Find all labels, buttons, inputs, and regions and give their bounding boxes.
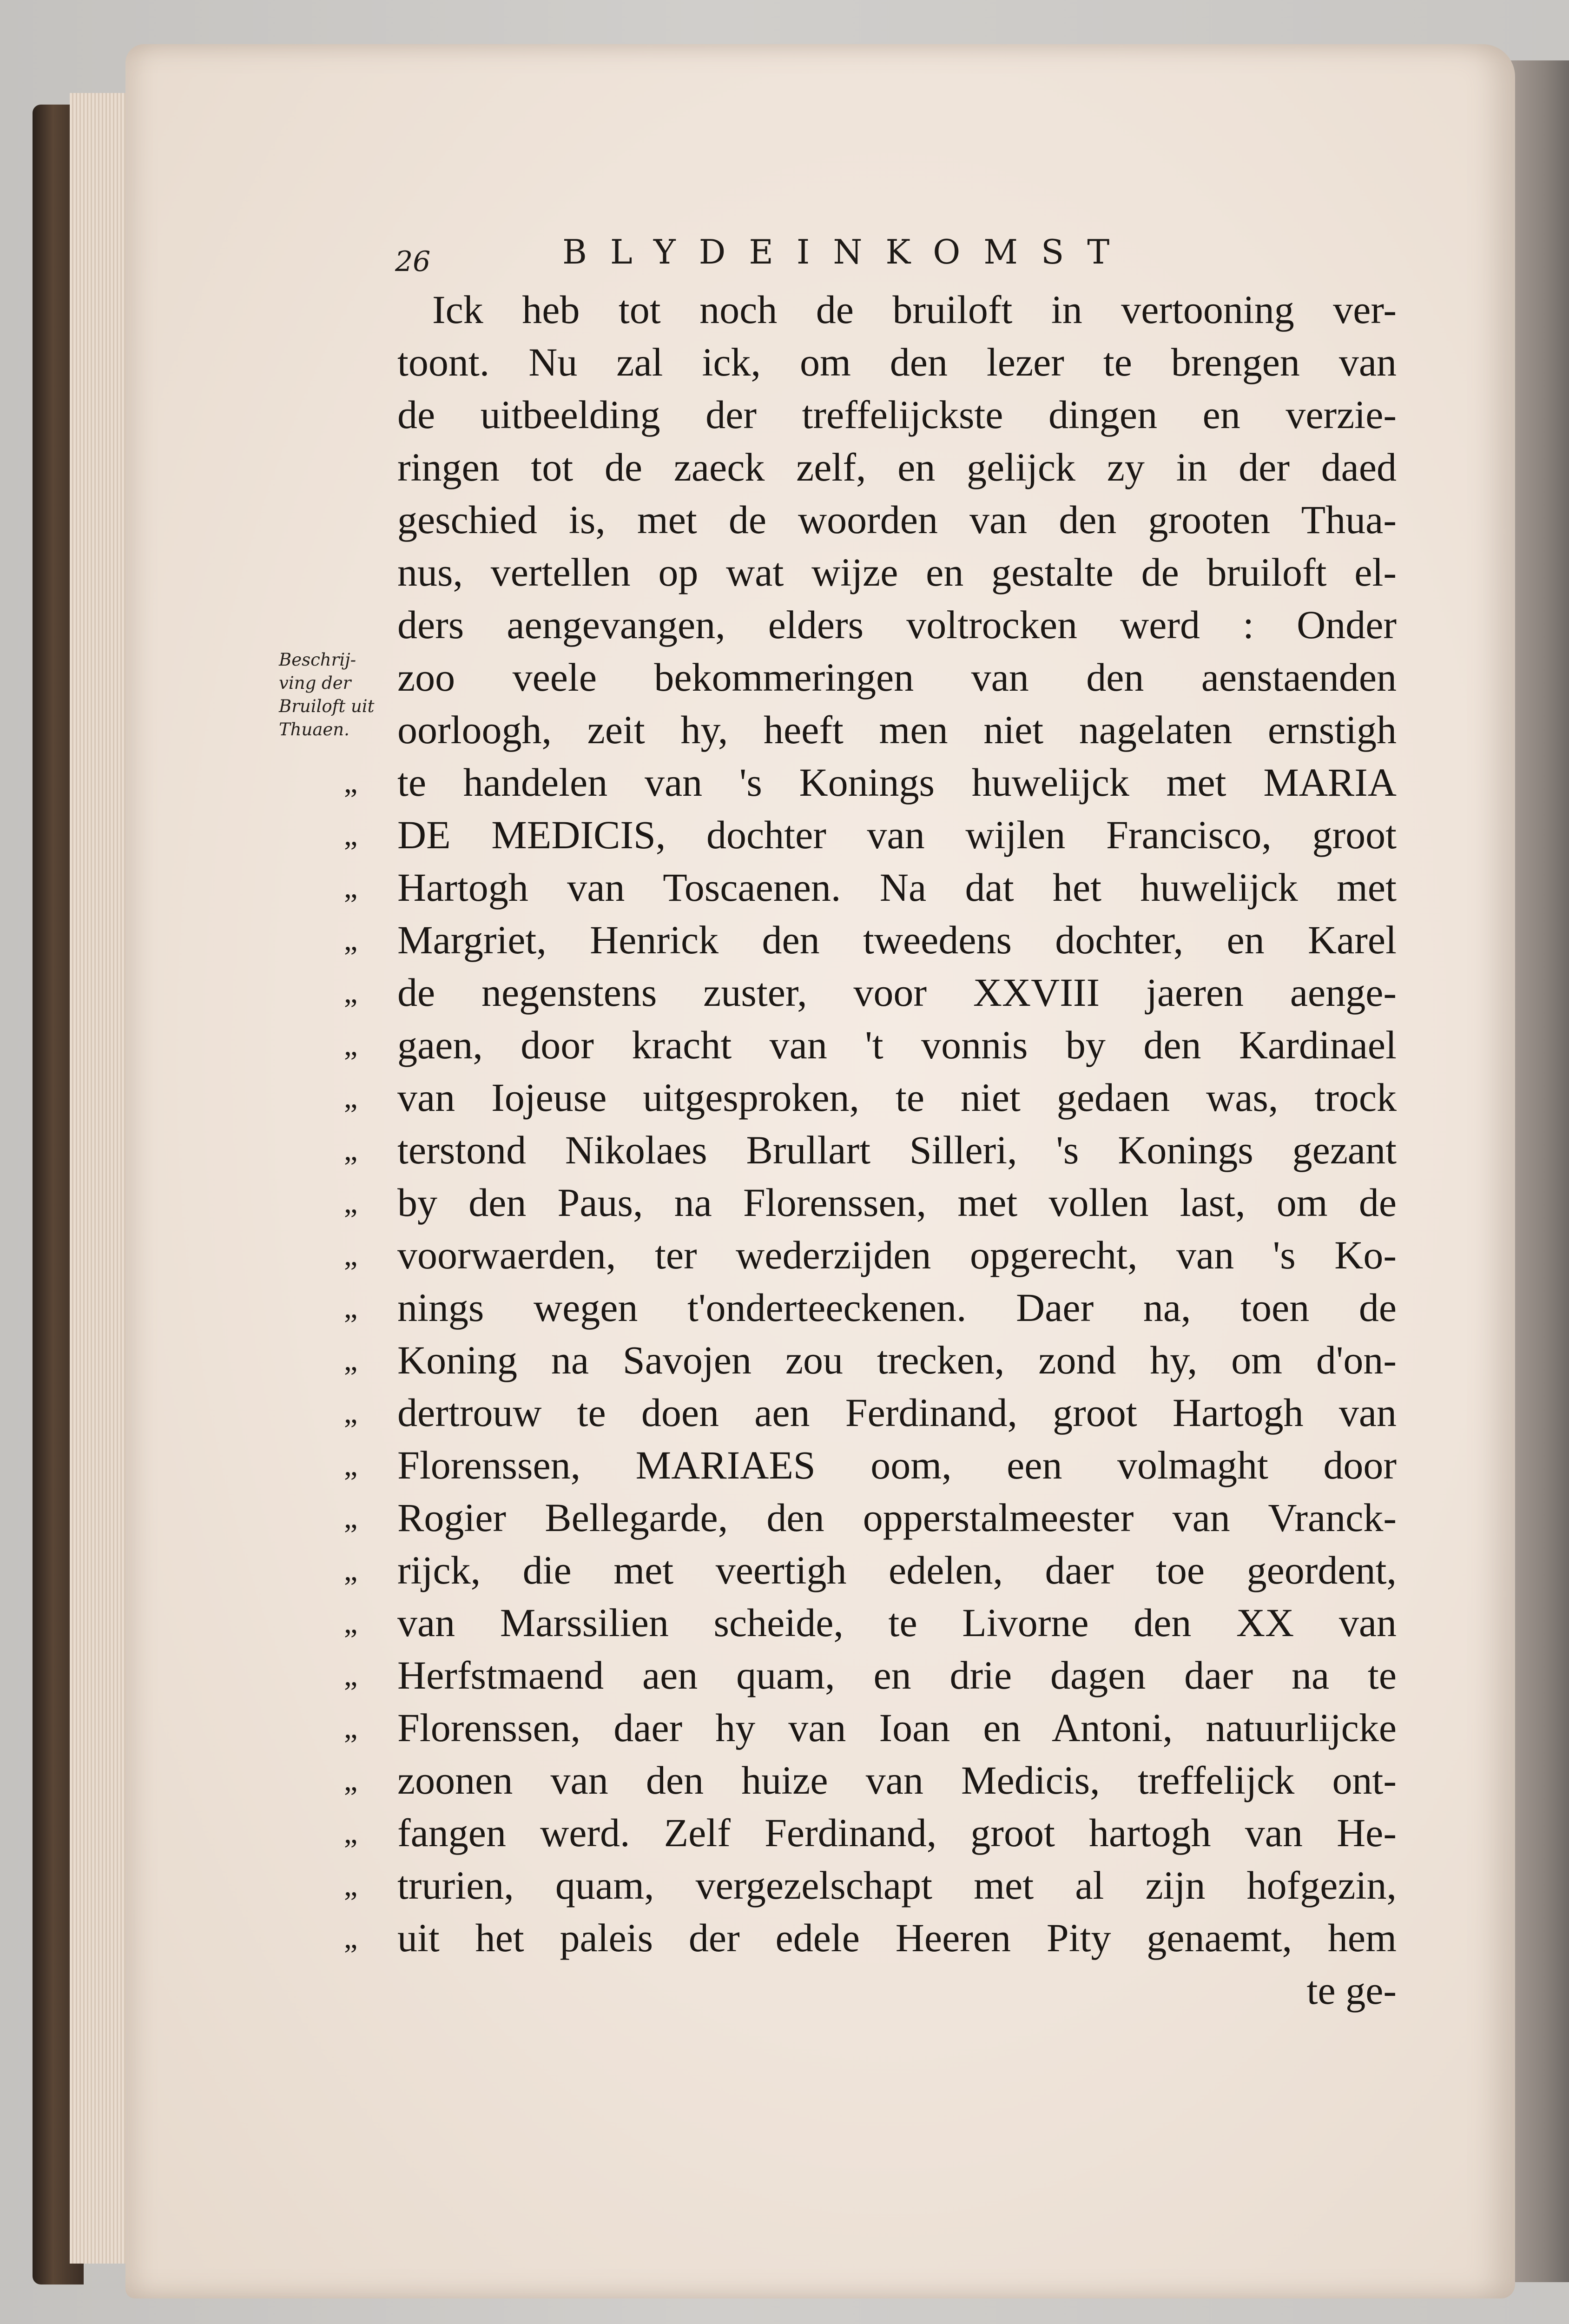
quotation-mark: „ — [344, 1238, 358, 1272]
text-line-content: dertrouw te doen aen Ferdinand, groot Hartogh van — [397, 1390, 1397, 1435]
quotation-mark: „ — [344, 1028, 358, 1062]
text-line-content: Florenssen, daer hy van Ioan en Antoni, natuurlijcke — [397, 1705, 1397, 1750]
marginal-note-line: Bruiloft uit — [279, 696, 375, 716]
quotation-mark: „ — [344, 1921, 358, 1955]
text-line-content: van Marssilien scheide, te Livorne den XX van — [397, 1600, 1397, 1645]
text-line — [325, 1702, 1427, 1754]
quotation-mark: „ — [344, 1711, 358, 1745]
text-line-content: Ick heb tot noch de bruiloft in vertooning ver- — [432, 287, 1397, 332]
text-line-content: oorloogh, zeit hy, heeft men niet nagelaten ernstigh — [397, 707, 1397, 752]
quotation-mark: „ — [344, 766, 358, 799]
text-line — [325, 1176, 1427, 1229]
text-line-content: Hartogh van Toscaenen. Na dat het huwelijck met — [397, 865, 1397, 910]
text-line — [325, 651, 1427, 704]
text-line-content: nings wegen t'onderteeckenen. Daer na, toen de — [397, 1285, 1397, 1330]
text-line — [325, 1439, 1427, 1492]
quotation-mark: „ — [344, 1186, 358, 1220]
text-line — [325, 1807, 1427, 1859]
text-line — [325, 1649, 1427, 1702]
text-line — [325, 494, 1427, 546]
text-line-content: Florenssen, MARIAES oom, een volmaght door — [397, 1443, 1397, 1487]
text-line-content: Herfstmaend aen quam, en drie dagen daer na te — [397, 1653, 1397, 1697]
text-line-content: by den Paus, na Florenssen, met vollen last, om de — [397, 1180, 1397, 1225]
text-line — [325, 1859, 1427, 1912]
text-line-content: Koning na Savojen zou trecken, zond hy, om d'on- — [397, 1338, 1397, 1382]
quotation-mark: „ — [344, 1501, 358, 1535]
text-line — [325, 1754, 1427, 1807]
text-line-content: toont. Nu zal ick, om den lezer te brengen van — [397, 340, 1397, 384]
text-line — [325, 1019, 1427, 1071]
text-line-content: de uitbeelding der treffelijckste dingen en verzie- — [397, 392, 1397, 437]
quotation-mark: „ — [344, 1553, 358, 1587]
facing-page-edge — [1510, 60, 1569, 2282]
text-line — [325, 966, 1427, 1019]
quotation-mark: „ — [344, 1343, 358, 1377]
quotation-mark: „ — [344, 818, 358, 852]
text-line — [325, 1124, 1427, 1176]
quotation-mark: „ — [344, 1291, 358, 1325]
text-line — [325, 861, 1427, 914]
text-line — [325, 704, 1427, 756]
text-line-content: Margriet, Henrick den tweedens dochter, en Karel — [397, 918, 1397, 962]
text-line-content: zoonen van den huize van Medicis, treffelijck ont- — [397, 1758, 1397, 1802]
text-line-content: rijck, die met veertigh edelen, daer toe geordent, — [397, 1548, 1397, 1592]
text-line — [325, 1597, 1427, 1649]
text-line-content: gaen, door kracht van 't vonnis by den Kardinael — [397, 1023, 1397, 1067]
marginal-note-line: Beschrij- — [279, 650, 356, 670]
text-line-content: terstond Nikolaes Brullart Silleri, 's Konings gezant — [397, 1128, 1397, 1172]
quotation-mark: „ — [344, 1763, 358, 1797]
text-line — [325, 1071, 1427, 1124]
text-line-content: van Iojeuse uitgesproken, te niet gedaen was, trock — [397, 1075, 1397, 1120]
text-line-content: Rogier Bellegarde, den opperstalmeester van Vranck- — [397, 1495, 1397, 1540]
quotation-mark: „ — [344, 1448, 358, 1482]
text-line — [325, 809, 1427, 861]
body-text — [325, 284, 1427, 2017]
quotation-mark: „ — [344, 871, 358, 905]
text-line-content: DE MEDICIS, dochter van wijlen Francisco, groot — [397, 812, 1397, 857]
text-line-content: ders aengevangen, elders voltrocken werd : Onder — [397, 602, 1397, 647]
text-line — [325, 1229, 1427, 1281]
text-line — [325, 1544, 1427, 1597]
quotation-mark: „ — [344, 1133, 358, 1167]
text-line-content: nus, vertellen op wat wijze en gestalte de bruiloft el- — [397, 550, 1397, 594]
quotation-mark: „ — [344, 1816, 358, 1850]
text-line — [325, 1492, 1427, 1544]
page-number: 26 — [395, 245, 431, 278]
running-title: BLYDEINKOMST — [562, 232, 1133, 271]
text-line-content: de negenstens zuster, voor XXVIII jaeren aenge- — [397, 970, 1397, 1015]
text-line — [325, 914, 1427, 966]
marginal-note-line: Thuaen. — [279, 720, 349, 739]
text-line — [325, 599, 1427, 651]
text-line-content: geschied is, met de woorden van den grooten Thua- — [397, 497, 1397, 542]
text-line-content: ringen tot de zaeck zelf, en gelijck zy in der daed — [397, 445, 1397, 489]
text-line-content: trurien, quam, vergezelschapt met al zijn hofgezin, — [397, 1863, 1397, 1908]
text-line — [325, 284, 1427, 336]
quotation-mark: „ — [344, 1081, 358, 1115]
text-line-content: voorwaerden, ter wederzijden opgerecht, van 's Ko- — [397, 1233, 1397, 1277]
text-line-content: fangen werd. Zelf Ferdinand, groot hartogh van He- — [397, 1810, 1397, 1855]
quotation-mark: „ — [344, 1606, 358, 1640]
quotation-mark: „ — [344, 1658, 358, 1692]
text-line — [325, 336, 1427, 389]
text-line — [325, 1912, 1427, 1964]
quotation-mark: „ — [344, 976, 358, 1010]
text-line-content: te handelen van 's Konings huwelijck met MARIA — [397, 760, 1397, 805]
text-line — [325, 756, 1427, 809]
text-line-content: te ge- — [1306, 1968, 1397, 2013]
text-line — [325, 1281, 1427, 1334]
text-line-content: uit het paleis der edele Heeren Pity genaemt, hem — [397, 1915, 1397, 1960]
quotation-mark: „ — [344, 923, 358, 957]
text-line — [325, 1386, 1427, 1439]
text-line — [325, 546, 1427, 599]
text-line — [325, 1964, 1427, 2017]
text-line-content: zoo veele bekommeringen van den aenstaenden — [397, 655, 1397, 700]
quotation-mark: „ — [344, 1396, 358, 1430]
marginal-note-line: ving der — [279, 673, 351, 693]
text-line — [325, 389, 1427, 441]
text-line — [325, 441, 1427, 494]
quotation-mark: „ — [344, 1868, 358, 1902]
page-header — [395, 232, 1417, 288]
text-line — [325, 1334, 1427, 1386]
